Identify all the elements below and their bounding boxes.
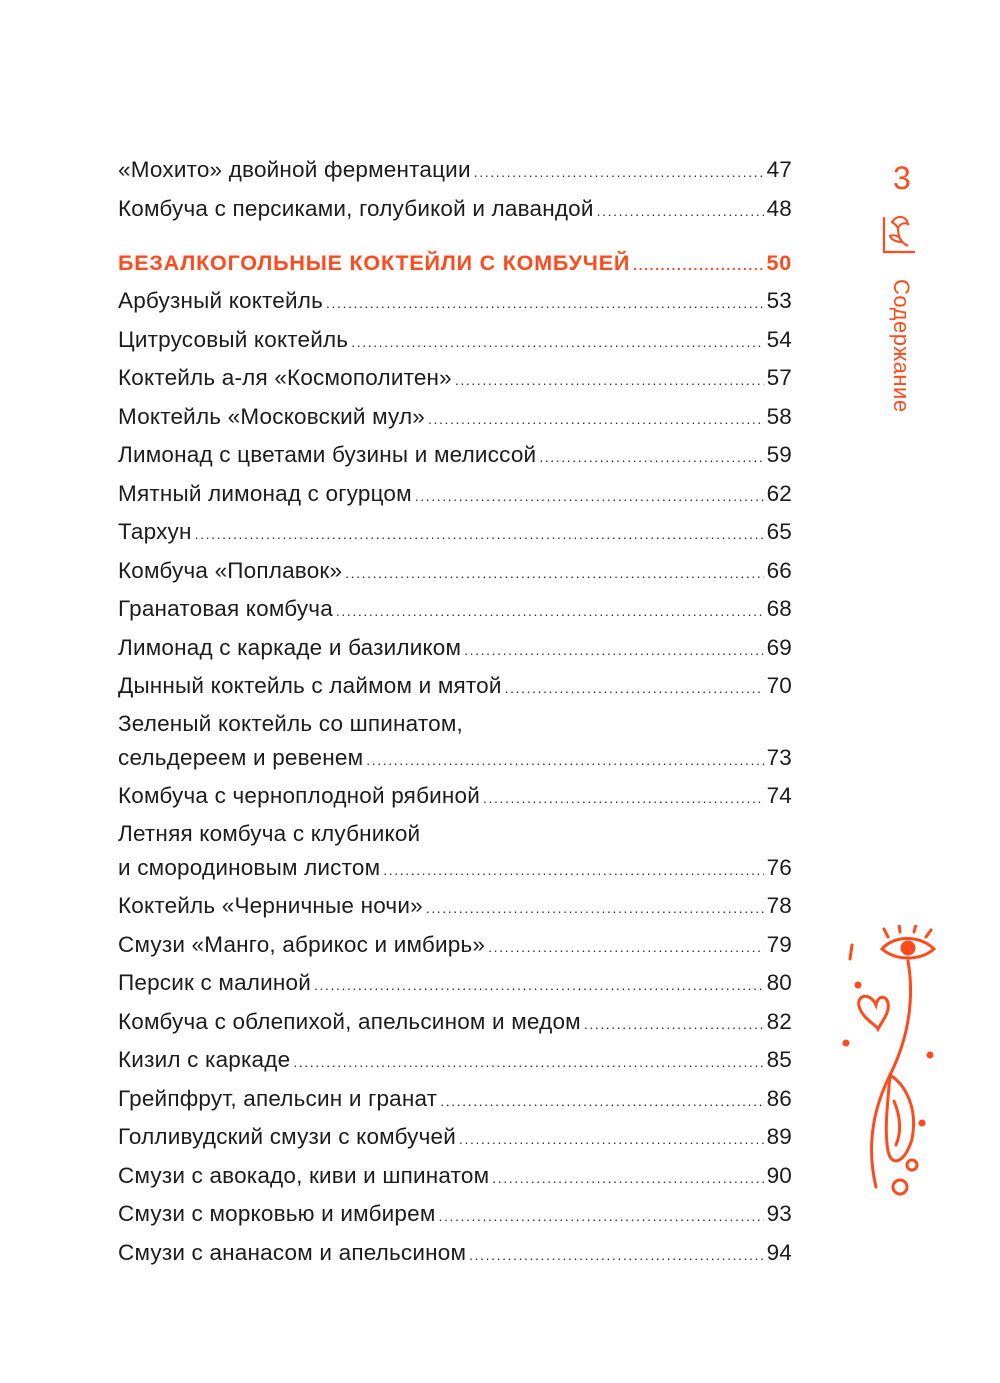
toc-entry-page: 47: [766, 157, 792, 182]
toc-entry-page: 90: [766, 1162, 792, 1188]
leader-dots: [383, 853, 763, 889]
leader-dots: [326, 286, 764, 322]
toc-entry-page: 79: [766, 931, 792, 957]
leader-dots: [426, 891, 764, 927]
leader-dots: [336, 594, 764, 630]
leader-dots: [492, 1161, 763, 1197]
toc-entry-page: 73: [766, 744, 792, 770]
toc-entry[interactable]: [118, 360, 792, 399]
leader-dots: [428, 402, 764, 438]
toc-entry-page: 59: [766, 442, 792, 467]
toc-entry-title: Грейпфрут, апельсин и гранат: [118, 1085, 438, 1111]
toc-section-heading[interactable]: [118, 245, 792, 283]
table-of-contents: [118, 152, 792, 1273]
toc-entry[interactable]: [118, 152, 792, 191]
toc-entry[interactable]: [118, 553, 792, 592]
toc-entry-title-line2: и смородиновым листом: [118, 854, 381, 880]
toc-entry-title: Комбуча с черноплодной рябиной: [118, 783, 481, 808]
toc-entry[interactable]: [118, 476, 792, 515]
toc-entry-page: 78: [766, 893, 792, 918]
toc-entry[interactable]: [118, 817, 792, 889]
toc-entry[interactable]: [118, 437, 792, 476]
toc-entry-title: Гранатовая комбуча: [118, 596, 333, 621]
toc-entry-page: 94: [766, 1239, 792, 1265]
toc-entry-line: [118, 850, 792, 889]
toc-entry-page: 48: [766, 195, 792, 221]
toc-entry-title: Коктейль «Черничные ночи»: [118, 893, 423, 918]
toc-entry[interactable]: [118, 630, 792, 669]
toc-entry-title-line2: сельдереем и ревенем: [118, 744, 364, 770]
toc-entry[interactable]: [118, 1081, 792, 1120]
toc-entry-page: 74: [766, 783, 792, 808]
leader-dots: [314, 968, 764, 1004]
leader-dots: [464, 633, 763, 669]
toc-entry[interactable]: [118, 1235, 792, 1274]
leader-dots: [439, 1199, 764, 1235]
toc-entry[interactable]: [118, 888, 792, 927]
page-number: 3: [893, 160, 911, 196]
leader-dots: [539, 440, 763, 476]
toc-entry-title: Смузи с ананасом и апельсином: [118, 1239, 467, 1265]
toc-entry[interactable]: [118, 399, 792, 438]
toc-entry[interactable]: [118, 322, 792, 361]
toc-entry-title: Смузи с авокадо, киви и шпинатом: [118, 1162, 490, 1188]
leader-dots: [415, 479, 764, 515]
leader-dots: [440, 1084, 763, 1120]
toc-entry[interactable]: [118, 707, 792, 779]
toc-entry[interactable]: [118, 965, 792, 1004]
toc-entry-title: Мятный лимонад с огурцом: [118, 480, 412, 506]
toc-entry-title: Лимонад с цветами бузины и мелиссой: [118, 442, 537, 467]
toc-entry[interactable]: [118, 591, 792, 630]
leader-dots: [474, 155, 764, 191]
toc-entry-title: Смузи «Манго, абрикос и имбирь»: [118, 931, 486, 957]
toc-entry[interactable]: [118, 668, 792, 707]
section-label: Содержание: [889, 279, 914, 413]
toc-entry-page: 76: [766, 854, 792, 880]
toc-entry-title: Голливудский смузи с комбучей: [118, 1124, 457, 1149]
toc-entry[interactable]: [118, 927, 792, 966]
toc-entry-title: Комбуча с персиками, голубикой и лавандой: [118, 195, 594, 221]
toc-entry-title: Дынный коктейль с лаймом и мятой: [118, 673, 502, 698]
decorative-eye-leaf-icon: [830, 925, 950, 1205]
toc-entry[interactable]: [118, 1042, 792, 1081]
toc-entry[interactable]: [118, 283, 792, 322]
toc-entry[interactable]: [118, 191, 792, 230]
toc-entry-page: 85: [766, 1047, 792, 1072]
leader-dots: [366, 743, 763, 779]
leader-dots: [633, 247, 763, 283]
toc-entry-page: 93: [766, 1201, 792, 1226]
toc-entry-title: Персик с малиной: [118, 970, 311, 995]
toc-entry-title: «Мохито» двойной ферментации: [118, 157, 471, 182]
toc-entry-page: 57: [766, 365, 792, 390]
toc-entry[interactable]: [118, 1004, 792, 1043]
toc-entry-page: 70: [766, 673, 792, 698]
toc-entry-title: Смузи с морковью и имбирем: [118, 1201, 436, 1226]
leader-dots: [351, 325, 763, 361]
toc-entry-page: 54: [766, 326, 792, 352]
toc-entry[interactable]: [118, 1196, 792, 1235]
toc-entry-title: Комбуча с облепихой, апельсином и медом: [118, 1008, 581, 1034]
toc-entry-page: 66: [766, 557, 792, 583]
section-page: 50: [766, 251, 792, 275]
toc-entry-title: Комбуча «Поплавок»: [118, 557, 343, 583]
toc-entry-page: 89: [766, 1124, 792, 1149]
toc-entry-page: 53: [766, 288, 792, 313]
toc-entry-title: Лимонад с каркаде и базиликом: [118, 634, 462, 660]
toc-entry[interactable]: [118, 514, 792, 553]
toc-entry-title: Летняя комбуча с клубникой: [118, 820, 421, 846]
leader-dots: [293, 1045, 763, 1081]
leader-dots: [584, 1007, 764, 1043]
toc-entry-page: 69: [766, 634, 792, 660]
leader-dots: [483, 781, 764, 817]
leader-dots: [459, 1122, 764, 1158]
toc-entry-title: Кизил с каркаде: [118, 1047, 291, 1072]
toc-entry-page: 62: [766, 480, 792, 506]
toc-entry-title: Цитрусовый коктейль: [118, 326, 349, 352]
toc-entry[interactable]: [118, 1119, 792, 1158]
toc-entry-title: Моктейль «Московский мул»: [118, 403, 426, 429]
leader-dots: [505, 671, 764, 707]
leader-dots: [597, 194, 764, 230]
toc-entry-page: 86: [766, 1085, 792, 1111]
toc-entry[interactable]: [118, 778, 792, 817]
section-title: БЕЗАЛКОГОЛЬНЫЕ КОКТЕЙЛИ С КОМБУЧЕЙ: [118, 251, 631, 275]
leader-dots: [455, 363, 764, 399]
toc-entry-title: Арбузный коктейль: [118, 288, 323, 313]
leader-dots: [469, 1238, 763, 1274]
flower-icon: [878, 212, 918, 260]
toc-entry[interactable]: [118, 1158, 792, 1197]
toc-entry-line: [118, 740, 792, 779]
leader-dots: [488, 930, 763, 966]
toc-entry-title: Тархун: [118, 519, 192, 544]
toc-entry-list: [118, 283, 792, 1273]
toc-entry-page: 58: [766, 403, 792, 429]
leader-dots: [195, 517, 764, 553]
toc-entry-title: Зеленый коктейль со шпинатом,: [118, 710, 463, 736]
leader-dots: [345, 556, 763, 592]
toc-entry-page: 82: [766, 1008, 792, 1034]
toc-entry-page: 68: [766, 596, 792, 621]
toc-entry-title: Коктейль а-ля «Космополитен»: [118, 365, 452, 390]
toc-entry-page: 80: [766, 970, 792, 995]
toc-entry-page: 65: [766, 519, 792, 544]
